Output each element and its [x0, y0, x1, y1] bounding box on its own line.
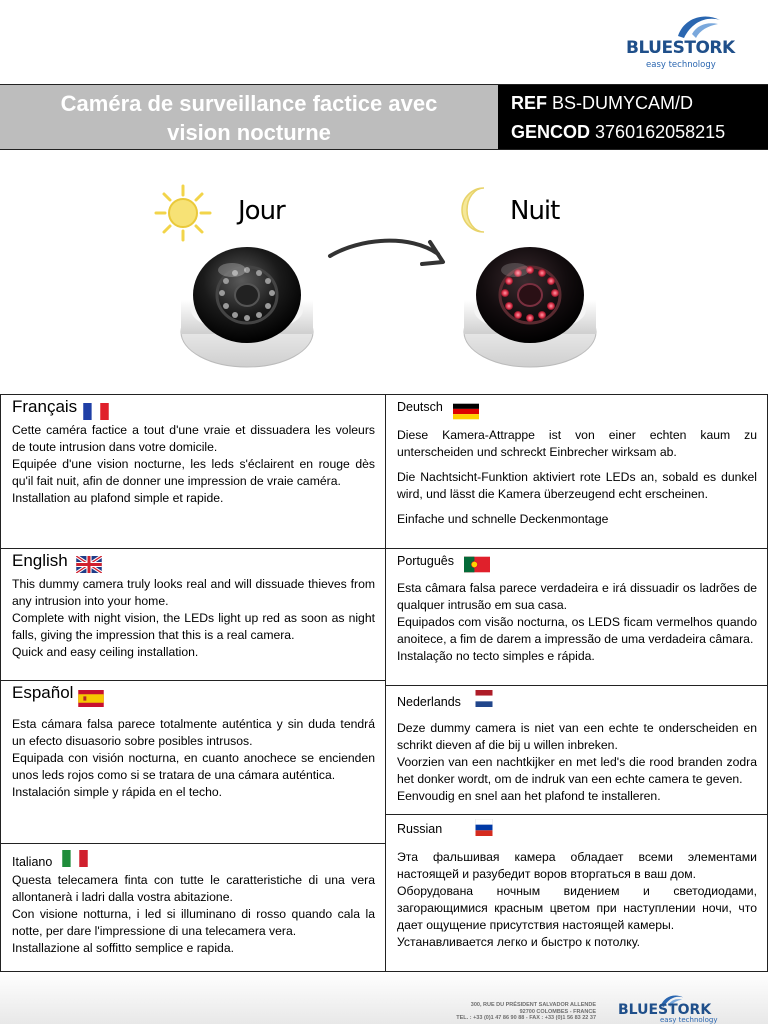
gencod-row: [511, 118, 768, 147]
lang-text-es-1: Esta cámara falsa parece totalmente auténtica y sin duda tendrá un efecto disuasorio sobre posibles intrusos.: [12, 717, 375, 748]
flag-netherlands-icon: [471, 690, 497, 707]
sun-icon: [156, 186, 210, 240]
ref-value: BS-DUMYCAM/D: [552, 93, 694, 113]
ref-label: REF: [511, 93, 547, 113]
flag-spain-icon: [78, 690, 104, 707]
illustration-graphics: [0, 170, 768, 390]
lang-name-en: English: [12, 551, 68, 570]
lang-text-it-2: Con visione notturna, i led si illuminano di rosso quando cala la notte, per dare l'impressione di una telecamera vera.: [12, 907, 375, 938]
lang-name-fr: Français: [12, 397, 78, 416]
lang-text-de-2: Die Nachtsicht-Funktion aktiviert rote LEDs an, sobald es dunkel wird, und lässt die Kamera überzeugend echt erscheinen.: [397, 470, 757, 501]
flag-italy-icon: [62, 850, 88, 867]
footer-address-line2: 92700 COLOMBES - FRANCE: [519, 1008, 596, 1015]
product-title: [0, 85, 498, 149]
lang-text-pt-1: Esta câmara falsa parece verdadeira e irá dissuadir os ladrões de qualquer intrusão em sua casa.: [397, 581, 757, 612]
lang-text-pt-2: Equipados com visão nocturna, os LEDS ficam vermelhos quando anoitece, a fim de darem a impressão de uma verdadeira câmara.: [397, 615, 757, 646]
lang-text-en-1: This dummy camera truly looks real and will dissuade thieves from any intrusion into your home.: [12, 577, 375, 608]
lang-name-it: Italiano: [12, 855, 53, 869]
lang-text-en-3: Quick and easy ceiling installation.: [12, 645, 199, 659]
lang-text-en-2: Complete with night vision, the LEDs light up red as soon as night falls, giving the impression that this is a real camera.: [12, 611, 375, 642]
lang-text-pt-3: Instalação no tecto simples e rápida.: [397, 649, 595, 663]
gencod-value: 3760162058215: [595, 122, 726, 142]
lang-text-de-1: Diese Kamera-Attrappe ist von einer echten kaum zu unterscheiden und schreckt Einbrecher wirksam ab.: [397, 428, 757, 459]
lang-block-de: [385, 395, 767, 548]
brand-tagline: easy technology: [646, 60, 716, 70]
lang-name-nl: Nederlands: [397, 695, 461, 709]
lang-text-fr-3: Installation au plafond simple et rapide.: [12, 491, 224, 505]
lang-text-ru-3: Устанавливается легко и быстро к потолку.: [397, 935, 641, 949]
arrow-icon: [330, 241, 443, 264]
day-night-illustration: [0, 170, 768, 390]
lang-text-ru-2: Оборудована ночным видением и светодиодами, загорающимися красным цветом при наступлении ночи, что дает ощущение присутствия настоящей камеры.: [397, 884, 757, 932]
lang-text-it-1: Questa telecamera finta con tutte le caratteristiche di una vera allontanerà i ladri dalla vostra abitazione.: [12, 873, 375, 904]
lang-text-de-3: Einfache und schnelle Deckenmontage: [397, 512, 609, 526]
lang-name-es: Español: [12, 683, 74, 702]
lang-text-es-3: Instalación simple y rápida en el techo.: [12, 785, 223, 799]
brand-name: BLUESTORK: [626, 38, 735, 58]
moon-icon: [462, 188, 484, 232]
lang-text-nl-3: Eenvoudig en snel aan het plafond te installeren.: [397, 789, 661, 803]
lang-text-fr-2: Equipée d'une vision nocturne, les leds s'éclairent en rouge dès qu'il fait nuit, afin de donner une impression de vraie caméra.: [12, 457, 375, 488]
lang-block-en: [1, 548, 385, 680]
product-title-line2: vision nocturne: [167, 120, 331, 145]
footer-address-line1: 300, RUE DU PRÉSIDENT SALVADOR ALLENDE: [470, 1002, 596, 1008]
camera-day-image: [181, 247, 313, 367]
footer-address-line3: TEL. : +33 (0)1 47 86 90 88 - FAX : +33 (0)1 56 83 22 37: [456, 1015, 596, 1021]
flag-portugal-icon: [464, 556, 490, 573]
lang-block-ru: [385, 814, 767, 972]
lang-text-fr-1: Cette caméra factice a tout d'une vraie et dissuadera les voleurs de toute intrusion dans votre domicile.: [12, 423, 375, 454]
lang-text-nl-1: Deze dummy camera is niet van een echte te onderscheiden en schrikt dieven af die bij u willen inbreken.: [397, 721, 757, 752]
lang-text-ru-1: Эта фальшивая камера обладает всеми элементами настоящей и разубедит воров вторгаться в ваш дом.: [397, 850, 757, 881]
bluestork-logo: [622, 10, 742, 72]
footer: [0, 972, 768, 1024]
lang-block-pt: [385, 548, 767, 685]
gencod-label: GENCOD: [511, 122, 591, 142]
lang-name-ru: Russian: [397, 822, 443, 836]
swoosh-icon: [674, 10, 724, 40]
footer-address: [386, 1002, 596, 1022]
product-header: [0, 84, 768, 150]
lang-block-es: [1, 680, 385, 843]
product-reference: [498, 85, 768, 149]
lang-text-nl-2: Voorzien van een nachtkijker en met led's die rood branden zodra het donker wordt, om de indruk van een echte camera te geven.: [397, 755, 757, 786]
lang-name-de: Deutsch: [397, 400, 443, 414]
footer-brand-tagline: easy technology: [660, 1016, 718, 1024]
flag-russia-icon: [471, 819, 497, 836]
night-label: Nuit: [510, 196, 560, 226]
product-title-line1: Caméra de surveillance factice avec: [60, 91, 438, 116]
lang-text-it-3: Installazione al soffitto semplice e rapida.: [12, 941, 234, 955]
day-label: Jour: [238, 196, 285, 226]
flag-france-icon: [83, 403, 109, 420]
flag-germany-icon: [453, 403, 479, 420]
ref-row: [511, 89, 768, 118]
lang-block-nl: [385, 685, 767, 814]
lang-text-es-2: Equipada con visión nocturna, en cuanto anochece se encienden unos leds rojos como si se tratara de una cámara auténtica.: [12, 751, 375, 782]
lang-name-pt: Português: [397, 554, 454, 568]
flag-uk-icon: [76, 556, 102, 573]
camera-night-image: [464, 247, 596, 367]
lang-block-it: [1, 843, 385, 972]
footer-brand-name: BLUESTORK: [618, 1002, 712, 1018]
language-descriptions: [0, 394, 768, 972]
lang-block-fr: [1, 395, 385, 548]
